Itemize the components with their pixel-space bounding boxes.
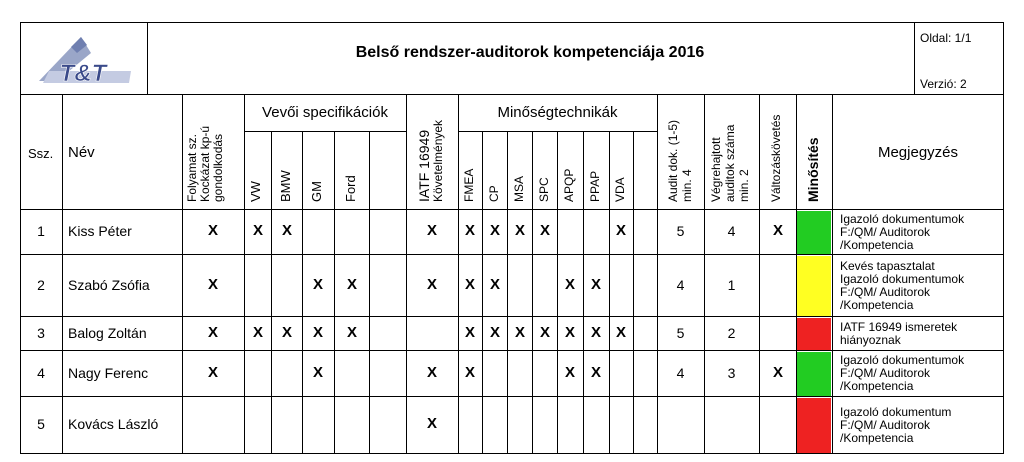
mark-vda: X [615, 323, 626, 341]
mark-apqp: X [564, 363, 575, 381]
col-gm: GM [309, 181, 324, 202]
audit-score: 4 [676, 364, 685, 381]
mark-spc: X [539, 222, 550, 239]
note-line: /Kompetencia [840, 430, 914, 445]
mark-gm: X [312, 275, 323, 293]
col-ssz: Ssz. [28, 146, 54, 161]
col-iatf: IATF 16949 [416, 129, 432, 202]
row-number: 5 [37, 416, 45, 432]
mark-vda: X [615, 222, 626, 239]
mark-iatf: X [426, 275, 437, 293]
row-number: 3 [37, 324, 45, 341]
group-vevoi: Vevői specifikációk [262, 104, 388, 121]
mark-msa: X [514, 323, 525, 341]
qualification-status [797, 352, 831, 396]
col-valtozas: Változáskövetés [769, 114, 783, 202]
logo-text: T&T [59, 60, 107, 87]
note-line: Igazoló dokumentumok [840, 211, 965, 226]
mark-fmea: X [464, 275, 475, 293]
qualification-status [797, 211, 831, 254]
mark-fmea: X [464, 363, 475, 381]
note-line: Igazoló dokumentum [840, 404, 952, 419]
col-folyamat-2: Kockázat kp-ú [198, 125, 212, 202]
mark-spc: X [539, 323, 550, 341]
mark-folyamat: X [207, 323, 218, 341]
col-audit-1: Audit dok. (1-5) [666, 119, 680, 202]
col-vegr-2: auditok száma [723, 124, 737, 202]
group-minoseg: Minőségtechnikák [497, 104, 618, 121]
col-audit-2: min. 4 [680, 169, 694, 202]
company-logo [21, 23, 147, 93]
mark-gm: X [312, 323, 323, 341]
col-bmw: BMW [278, 170, 293, 202]
note-line: Igazoló dokumentumok [840, 353, 965, 367]
mark-vw: X [252, 222, 263, 239]
mark-vw: X [252, 323, 263, 341]
col-megjegyzes: Megjegyzés [877, 144, 959, 161]
note-line: IATF 16949 ismeretek [840, 319, 958, 334]
mark-gm: X [312, 363, 323, 381]
mark-fmea: X [464, 323, 475, 341]
mark-fmea: X [464, 222, 475, 239]
mark-ppap: X [590, 363, 601, 381]
col-vegr-3: min. 2 [737, 169, 751, 202]
col-cp: CP [487, 185, 501, 202]
mark-ford: X [346, 323, 357, 341]
qualification-status [797, 398, 831, 453]
qualification-status [797, 256, 831, 316]
col-minosites: Minősítés [805, 137, 821, 202]
mark-ford: X [346, 275, 357, 293]
audit-score: 4 [676, 276, 685, 293]
row-number: 4 [37, 364, 45, 381]
note-line: F:/QM/ Auditorok [840, 417, 931, 432]
note-line: /Kompetencia [840, 379, 914, 393]
note-line: Igazoló dokumentumok [840, 271, 965, 286]
mark-folyamat: X [207, 275, 218, 293]
col-apqp: APQP [562, 168, 576, 202]
row-number: 2 [37, 276, 45, 293]
audit-count: 3 [727, 364, 736, 381]
row-name: Kovács László [68, 416, 159, 432]
note-line: Kevés tapasztalat [840, 258, 935, 273]
note-line: F:/QM/ Auditorok [840, 224, 931, 239]
mark-apqp: X [564, 323, 575, 341]
mark-cp: X [489, 275, 500, 293]
mark-folyamat: X [207, 222, 218, 239]
col-vw: VW [248, 181, 263, 202]
audit-count: 2 [727, 324, 736, 341]
col-vegr-1: Végrehajtott [709, 137, 723, 202]
col-folyamat-3: gondolkodás [211, 133, 225, 202]
col-iatf-sub: Követelmények [431, 119, 445, 202]
col-msa: MSA [512, 175, 526, 202]
audit-count: 1 [727, 276, 736, 293]
mark-iatf: X [426, 363, 437, 381]
row-number: 1 [37, 223, 45, 239]
note-line: F:/QM/ Auditorok [840, 366, 931, 380]
mark-cp: X [489, 222, 500, 239]
audit-score: 5 [676, 223, 685, 239]
audit-score: 5 [676, 324, 685, 341]
mark-valt: X [772, 363, 783, 381]
note-line: /Kompetencia [840, 237, 914, 252]
col-fmea: FMEA [462, 168, 476, 202]
col-ford: Ford [343, 175, 358, 202]
mark-apqp: X [564, 275, 575, 293]
version-label: Verzió: 2 [920, 77, 967, 91]
page-title: Belső rendszer-auditorok kompetenciája 2016 [355, 44, 705, 61]
note-line: hiányoznak [840, 332, 901, 347]
mark-bmw: X [281, 323, 292, 341]
note-line: F:/QM/ Auditorok [840, 284, 931, 299]
mark-folyamat: X [207, 363, 218, 381]
col-vda: VDA [613, 177, 627, 202]
page-number: Oldal: 1/1 [920, 31, 972, 45]
col-nev: Név [68, 144, 95, 161]
mark-valt: X [772, 222, 783, 239]
mark-iatf: X [426, 222, 437, 239]
mark-ppap: X [590, 323, 601, 341]
col-spc: SPC [537, 177, 551, 202]
row-name: Szabó Zsófia [68, 276, 150, 293]
mark-msa: X [514, 222, 525, 239]
qualification-status [797, 318, 831, 350]
mark-cp: X [489, 323, 500, 341]
mark-bmw: X [281, 222, 292, 239]
note-line: /Kompetencia [840, 297, 914, 312]
row-name: Nagy Ferenc [68, 364, 149, 381]
audit-count: 4 [727, 223, 736, 239]
mark-iatf: X [426, 415, 437, 432]
row-name: Kiss Péter [68, 223, 132, 239]
mark-ppap: X [590, 275, 601, 293]
col-ppap: PPAP [588, 170, 602, 202]
row-name: Balog Zoltán [68, 324, 147, 341]
col-folyamat-1: Folyamat sz. [185, 133, 199, 202]
